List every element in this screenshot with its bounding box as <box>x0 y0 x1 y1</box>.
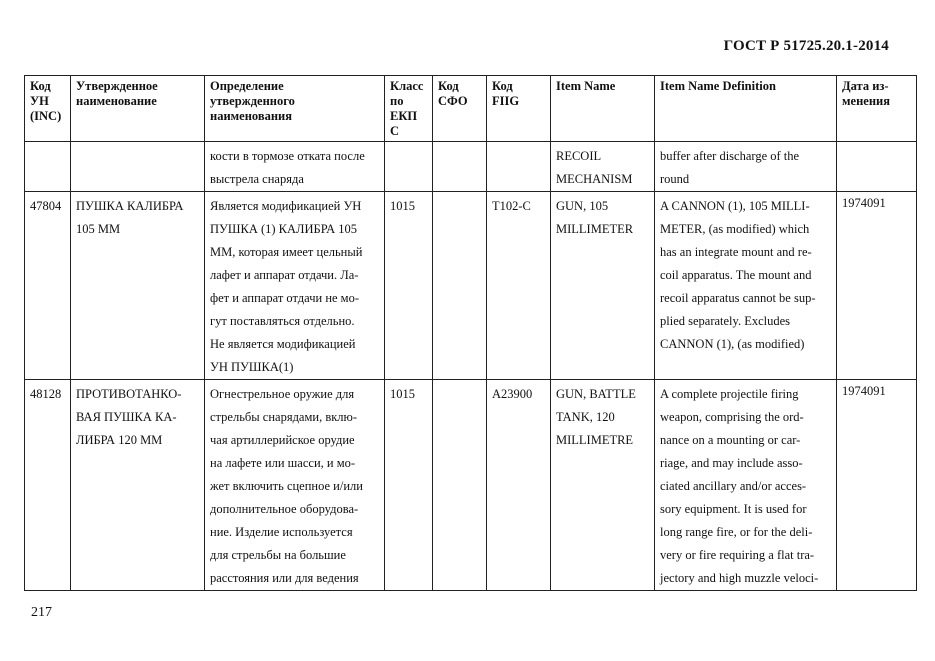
cell-item-name-definition: A CANNON (1), 105 MILLI- METER, (as modified) which has an integrate mount and re- coil apparatus. The mount and recoil apparatus cannot be sup- plied separately. Excludes CANNON (1), (as modified) <box>655 192 837 380</box>
header-definition: Определение утвержденного наименования <box>205 76 385 142</box>
cell-class: 1015 <box>385 192 433 380</box>
header-fiig: Код FIIG <box>487 76 551 142</box>
cell-sfo <box>433 142 487 192</box>
page-number: 217 <box>31 605 52 620</box>
cell-sfo <box>433 380 487 591</box>
cell-approved-name <box>71 142 205 192</box>
cell-inc: 48128 <box>25 380 71 591</box>
cell-inc <box>25 142 71 192</box>
header-sfo: Код СФО <box>433 76 487 142</box>
document-standard-number: ГОСТ Р 51725.20.1-2014 <box>723 38 889 54</box>
cell-item-name-definition: A complete projectile firing weapon, comprising the ord- nance on a mounting or car- riage, and may include asso- ciated ancillary and/or acces- sory equipment. It is used for long range fire, or for the deli- very or fire requiring a flat tra- jectory and high muzzle veloci- <box>655 380 837 591</box>
table-row <box>25 192 917 380</box>
cell-fiig: A23900 <box>487 380 551 591</box>
header-item-name-definition: Item Name Definition <box>655 76 837 142</box>
cell-definition: Является модификацией УН ПУШКА (1) КАЛИБРА 105 ММ, которая имеет цельный лафет и аппарат отдачи. Ла- фет и аппарат отдачи не мо- гут поставляться отдельно. Не является модификацией УН ПУШКА(1) <box>205 192 385 380</box>
cell-item-name-definition: buffer after discharge of the round <box>655 142 837 192</box>
header-inc: Код УН (INC) <box>25 76 71 142</box>
cell-inc: 47804 <box>25 192 71 380</box>
cell-item-name: RECOIL MECHANISM <box>551 142 655 192</box>
header-approved-name: Утвержденное наименование <box>71 76 205 142</box>
header-item-name: Item Name <box>551 76 655 142</box>
cell-change-date: 1974091 <box>837 192 917 380</box>
item-name-table <box>24 75 917 591</box>
cell-approved-name: ПРОТИВОТАНКО- ВАЯ ПУШКА КА- ЛИБРА 120 ММ <box>71 380 205 591</box>
cell-change-date: 1974091 <box>837 380 917 591</box>
header-class: Класс по ЕКП С <box>385 76 433 142</box>
cell-definition: Огнестрельное оружие для стрельбы снарядами, вклю- чая артиллерийское орудие на лафете или шасси, и мо- жет включить сцепное и/или дополнительное оборудова- ние. Изделие используется для стрельбы на большие расстояния или для ведения <box>205 380 385 591</box>
cell-class <box>385 142 433 192</box>
cell-item-name: GUN, 105 MILLIMETER <box>551 192 655 380</box>
cell-class: 1015 <box>385 380 433 591</box>
cell-fiig <box>487 142 551 192</box>
cell-approved-name: ПУШКА КАЛИБРА 105 ММ <box>71 192 205 380</box>
header-change-date: Дата из- менения <box>837 76 917 142</box>
table-row <box>25 380 917 591</box>
cell-item-name: GUN, BATTLE TANK, 120 MILLIMETRE <box>551 380 655 591</box>
cell-sfo <box>433 192 487 380</box>
table-header-row <box>25 76 917 142</box>
cell-change-date <box>837 142 917 192</box>
cell-fiig: T102-C <box>487 192 551 380</box>
table-row <box>25 142 917 192</box>
cell-definition: кости в тормозе отката после выстрела снаряда <box>205 142 385 192</box>
